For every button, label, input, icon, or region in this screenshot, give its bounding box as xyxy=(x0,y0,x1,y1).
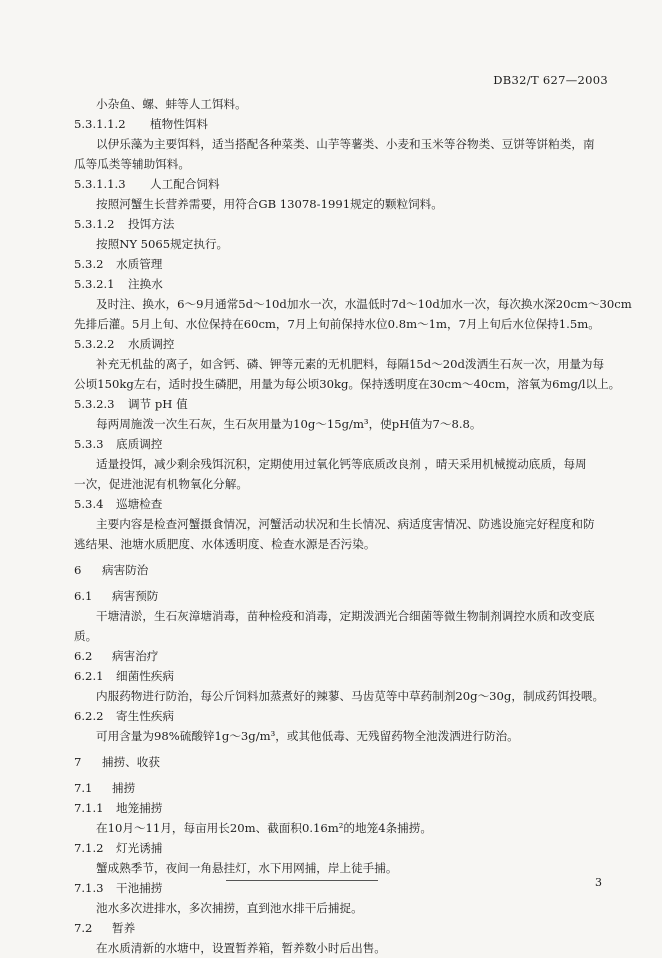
section-number: 5.3.3 xyxy=(74,437,104,451)
paragraph-continuation: 先排后灌。5月上旬、水位保持在60cm，7月上旬前保持水位0.8m～1m，7月上旬后水位保持1.5m。 xyxy=(74,317,600,331)
paragraph-line: 适量投饵，减少剩余残饵沉积，定期使用过氧化钙等底质改良剂 ，晴天采用机械搅动底质，每周 xyxy=(96,457,587,471)
section-heading xyxy=(74,214,612,234)
section-heading xyxy=(74,334,612,354)
section-heading xyxy=(74,560,612,580)
section-title: 注换水 xyxy=(128,277,163,291)
section-heading xyxy=(74,586,612,606)
section-title: 病害防治 xyxy=(102,563,149,577)
paragraph-line: 按照河蟹生长营养需要，用符合GB 13078-1991规定的颗粒饲料。 xyxy=(96,197,443,211)
paragraph-line: 每两周施泼一次生石灰，生石灰用量为10g～15g/m³，使pH值为7～8.8。 xyxy=(96,417,482,431)
section-heading xyxy=(74,752,612,772)
paragraph-line: 补充无机盐的离子，如含钙、磷、钾等元素的无机肥料，每隔15d～20d泼洒生石灰一次，用量为每 xyxy=(96,357,605,371)
section-title: 捕捞、收获 xyxy=(102,755,160,769)
section-number: 5.3.4 xyxy=(74,497,104,511)
section-number: 5.3.1.1.2 xyxy=(74,117,126,131)
section-title: 暂养 xyxy=(112,921,136,935)
section-number: 6.2.1 xyxy=(74,669,104,683)
section-title: 地笼捕捞 xyxy=(116,801,163,815)
section-number: 6 xyxy=(74,563,82,577)
section-number: 7.1.3 xyxy=(74,881,104,895)
section-number: 5.3.2 xyxy=(74,257,104,271)
paragraph-line: 可用含量为98%硫酸锌1g～3g/m³，或其他低毒、无残留药物全池泼洒进行防治。 xyxy=(96,729,519,743)
section-title: 灯光诱捕 xyxy=(116,841,163,855)
section-title: 调节 pH 值 xyxy=(128,397,188,411)
section-title: 投饵方法 xyxy=(128,217,175,231)
section-heading xyxy=(74,254,612,274)
section-title: 干池捕捞 xyxy=(116,881,163,895)
paragraph-line: 以伊乐藻为主要饵料，适当搭配各种菜类、山芋等薯类、小麦和玉米等谷物类、豆饼等饼粕类，南 xyxy=(96,137,595,151)
section-heading xyxy=(74,918,612,938)
section-heading xyxy=(74,274,612,294)
section-number: 6.2.2 xyxy=(74,709,104,723)
section-number: 7.2 xyxy=(74,921,93,935)
paragraph-line: 内服药物进行防治，每公斤饲料加蒸煮好的辣蓼、马齿苋等中草药制剂20g～30g，制成药饵投喂。 xyxy=(96,689,605,703)
section-number: 6.2 xyxy=(74,649,93,663)
page-number: 3 xyxy=(595,876,602,889)
paragraph-line: 小杂鱼、螺、蚌等人工饵料。 xyxy=(96,97,247,111)
paragraph-line: 在10月～11月，每亩用长20m、截面积0.16m²的地笼4条捕捞。 xyxy=(96,821,432,835)
document-id: DB32/T 627—2003 xyxy=(493,73,608,87)
section-heading xyxy=(74,646,612,666)
section-number: 7.1.1 xyxy=(74,801,104,815)
paragraph-line: 蟹成熟季节，夜间一角悬挂灯，水下用网捕，岸上徒手捕。 xyxy=(96,861,398,875)
section-title: 巡塘检查 xyxy=(116,497,163,511)
paragraph-continuation: 质。 xyxy=(74,629,98,643)
section-heading xyxy=(74,778,612,798)
section-heading xyxy=(74,434,612,454)
section-heading xyxy=(74,878,612,898)
section-title: 病害治疗 xyxy=(112,649,159,663)
section-heading xyxy=(74,666,612,686)
section-heading xyxy=(74,114,612,134)
section-number: 6.1 xyxy=(74,589,93,603)
section-title: 捕捞 xyxy=(112,781,136,795)
section-number: 5.3.1.1.3 xyxy=(74,177,126,191)
section-number: 5.3.2.1 xyxy=(74,277,115,291)
paragraph-line: 池水多次进排水，多次捕捞，直到池水排干后捕捉。 xyxy=(96,901,363,915)
section-title: 病害预防 xyxy=(112,589,159,603)
document-body xyxy=(74,94,632,958)
paragraph-continuation: 公顷150kg左右，适时投生磷肥，用量为每公顷30kg。保持透明度在30cm～40cm，溶氧为6mg/l以上。 xyxy=(74,377,621,391)
paragraph-continuation: 瓜等瓜类等辅助饵料。 xyxy=(74,157,190,171)
section-heading xyxy=(74,798,612,818)
paragraph-line: 干塘清淤，生石灰漳塘消毒，苗种检疫和消毒，定期泼洒光合细菌等微生物制剂调控水质和改变底 xyxy=(96,609,595,623)
paragraph-line: 在水质清新的水塘中，设置暂养箱，暂养数小时后出售。 xyxy=(96,941,386,955)
section-title: 水质管理 xyxy=(116,257,163,271)
section-title: 底质调控 xyxy=(116,437,163,451)
section-heading xyxy=(74,838,612,858)
section-heading xyxy=(74,174,612,194)
section-title: 水质调控 xyxy=(128,337,175,351)
section-heading xyxy=(74,494,612,514)
section-title: 人工配合饲料 xyxy=(150,177,220,191)
paragraph-continuation: 一次，促进池泥有机物氧化分解。 xyxy=(74,477,248,491)
section-heading xyxy=(74,394,612,414)
section-number: 5.3.2.3 xyxy=(74,397,115,411)
paragraph-line: 主要内容是检查河蟹摄食情况，河蟹活动状况和生长情况、病适度害情况、防逃设施完好程度和防 xyxy=(96,517,595,531)
paragraph-line: 及时注、换水，6～9月通常5d～10d加水一次，水温低时7d～10d加水一次，每次换水深20cm～30cm xyxy=(96,297,632,311)
section-title: 植物性饵料 xyxy=(150,117,208,131)
section-title: 寄生性疾病 xyxy=(116,709,174,723)
section-number: 7.1 xyxy=(74,781,93,795)
section-number: 5.3.2.2 xyxy=(74,337,115,351)
paragraph-continuation: 逃结果、池塘水质肥度、水体透明度、检查水源是否污染。 xyxy=(74,537,376,551)
section-number: 7 xyxy=(74,755,82,769)
section-number: 7.1.2 xyxy=(74,841,104,855)
section-number: 5.3.1.2 xyxy=(74,217,115,231)
section-title: 细菌性疾病 xyxy=(116,669,174,683)
section-heading xyxy=(74,706,612,726)
footer-divider xyxy=(226,880,378,881)
paragraph-line: 按照NY 5065规定执行。 xyxy=(96,237,229,251)
